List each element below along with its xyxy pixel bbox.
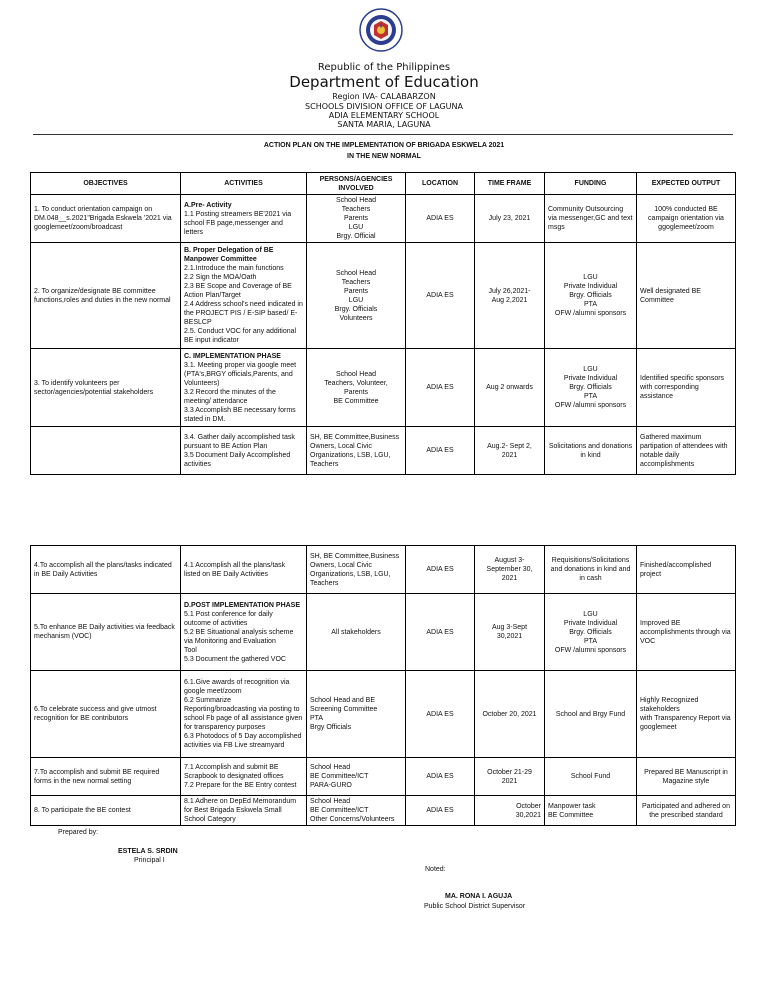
column-header: OBJECTIVES — [31, 173, 181, 195]
table-row — [31, 195, 736, 243]
table-row — [31, 796, 736, 826]
funding-cell: School Fund — [545, 758, 637, 796]
persons-cell: School Head BE Committee/ICT Other Concerns/Volunteers — [307, 796, 406, 826]
activity-cell: 4.1 Accomplish all the plans/task listed on BE Daily Activities — [181, 546, 307, 594]
output-cell: Highly Recognized stakeholders with Transparency Report via googlemeet — [637, 671, 736, 758]
title-line-2: IN THE NEW NORMAL — [347, 153, 421, 160]
action-plan-table-page-1 — [30, 172, 736, 475]
persons-cell: School Head Teachers Parents LGU Brgy. Officials Volunteers — [307, 243, 406, 349]
activity-heading: D.POST IMPLEMENTATION PHASE — [184, 601, 301, 609]
activity-heading: C. IMPLEMENTATION PHASE — [184, 352, 281, 360]
table-row — [31, 243, 736, 349]
table-row — [31, 546, 736, 594]
noted-by-title: Public School District Supervisor — [424, 903, 526, 910]
timeframe-cell: October 30,2021 — [475, 796, 545, 826]
persons-cell: School Head and BE Screening Committee PTA Brgy Officials — [307, 671, 406, 758]
location-cell: ADIA ES — [406, 796, 475, 826]
header-region: Region IVA- CALABARZON — [332, 92, 436, 101]
table-row — [31, 349, 736, 427]
funding-cell: Manpower task BE Committee — [545, 796, 637, 826]
column-header: EXPECTED OUTPUT — [637, 173, 736, 195]
header-divider — [33, 134, 733, 135]
output-cell: Well designated BE Committee — [637, 243, 736, 349]
timeframe-cell: October 20, 2021 — [475, 671, 545, 758]
prepared-by-label: Prepared by: — [58, 829, 99, 836]
activity-text: 1.1 Posting streamers BE'2021 via school FB page,messenger and letters — [184, 210, 292, 236]
location-cell: ADIA ES — [406, 243, 475, 349]
header-address: SANTA MARIA, LAGUNA — [337, 120, 431, 129]
funding-cell: Requisitions/Solicitations and donations in kind and in cash — [545, 546, 637, 594]
table-row — [31, 594, 736, 671]
timeframe-cell: Aug 2 onwards — [475, 349, 545, 427]
output-cell: Finished/accomplished project — [637, 546, 736, 594]
persons-cell: School Head BE Committee/ICT PARA-GURO — [307, 758, 406, 796]
funding-cell: School and Brgy Fund — [545, 671, 637, 758]
activity-cell — [181, 243, 307, 349]
prepared-by-name: ESTELA S. SRDIN — [118, 848, 178, 855]
output-cell: Gathered maximum partipation of attendees with notable daily accomplishments — [637, 427, 736, 475]
timeframe-cell: August 3- September 30, 2021 — [475, 546, 545, 594]
output-cell: Prepared BE Manuscript in Magazine style — [637, 758, 736, 796]
activity-cell: 7.1 Accomplish and submit BE Scrapbook to designated offices 7.2 Prepare for the BE Entry contest — [181, 758, 307, 796]
persons-cell: SH, BE Committee,Business Owners, Local Civic Organizations, LSB, LGU, Teachers — [307, 427, 406, 475]
location-cell: ADIA ES — [406, 195, 475, 243]
funding-cell: LGU Private Individual Brgy. Officials PTA OFW /alumni sponsors — [545, 349, 637, 427]
objective-cell: 6.To celebrate success and give utmost recognition for BE contributors — [31, 671, 181, 758]
header-republic: Republic of the Philippines — [317, 62, 451, 73]
activity-cell — [181, 349, 307, 427]
activity-text: 5.1 Post conference for daily outcome of activities 5.2 BE Situational analysis scheme via Monitoring and Evaluation Tool 5.3 Document the gathered VOC — [184, 610, 294, 663]
timeframe-cell: Aug 3-Sept 30,2021 — [475, 594, 545, 671]
column-header: ACTIVITIES — [181, 173, 307, 195]
activity-cell: 6.1.Give awards of recognition via google meet/zoom 6.2 Summarize Reporting/broadcasting via posting to school Fb page of all assistance given for transparency purposes 6.3 Photodocs of 5 Day accomplished activities via FB Live streamyard — [181, 671, 307, 758]
title-line-1: ACTION PLAN ON THE IMPLEMENTATION OF BRIGADA ESKWELA 2021 — [263, 142, 505, 149]
timeframe-cell: October 21-29 2021 — [475, 758, 545, 796]
column-header: LOCATION — [406, 173, 475, 195]
activity-heading: A.Pre- Activity — [184, 201, 232, 209]
funding-cell: LGU Private Individual Brgy. Officials PTA OFW /alumni sponsors — [545, 594, 637, 671]
location-cell: ADIA ES — [406, 671, 475, 758]
table-row — [31, 758, 736, 796]
objective-cell: 7.To accomplish and submit BE required forms in the new normal setting — [31, 758, 181, 796]
table-row — [31, 427, 736, 475]
objective-cell: 4.To accomplish all the plans/tasks indicated in BE Daily Activities — [31, 546, 181, 594]
activity-heading: B. Proper Delegation of BE Manpower Committee — [184, 247, 274, 263]
table-row — [31, 671, 736, 758]
objective-cell: 3. To identify volunteers per sector/agencies/potential stakeholders — [31, 349, 181, 427]
activity-cell: 3.4. Gather daily accomplished task pursuant to BE Action Plan 3.5 Document Daily Accomplished activities — [181, 427, 307, 475]
output-cell: Improved BE accomplishments through via VOC — [637, 594, 736, 671]
activity-cell — [181, 594, 307, 671]
objective-cell: 1. To conduct orientation campaign on DM.048__s.2021"Brigada Eskwela '2021 via googlemeet/zoom/broadcast — [31, 195, 181, 243]
column-header: FUNDING — [545, 173, 637, 195]
timeframe-cell: July 26,2021- Aug 2,2021 — [475, 243, 545, 349]
activity-text: 2.1.Introduce the main functions 2.2 Sign the MOA/Oath 2.3 BE Scope and Coverage of BE Action Plan/Target 2.4 Address school's need indicated in the PROJECT PIS / E-SIP based/ E-BESLCP 2.5. Conduct VOC for any additional BE input indicator — [184, 265, 303, 344]
location-cell: ADIA ES — [406, 546, 475, 594]
header-department: Department of Education — [289, 73, 479, 91]
location-cell: ADIA ES — [406, 349, 475, 427]
output-cell: Identified specific sponsors with corresponding assistance — [637, 349, 736, 427]
activity-text: 3.1. Meeting proper via google meet (PTA's,BRGY officials,Parents, and Volunteers) 3.2 Record the minutes of the meeting/ attendance 3.3 Accomplish BE necessary forms stated in DM. — [184, 361, 297, 423]
deped-seal-logo — [359, 8, 403, 52]
output-cell: Participated and adhered on the prescribed standard — [637, 796, 736, 826]
persons-cell: SH, BE Committee,Business Owners, Local Civic Organizations, LSB, LGU, Teachers — [307, 546, 406, 594]
output-cell: 100% conducted BE campaign orientation via ggoglemeet/zoom — [637, 195, 736, 243]
objective-cell: 8. To participate the BE contest — [31, 796, 181, 826]
objective-cell — [31, 427, 181, 475]
header-division: SCHOOLS DIVISION OFFICE OF LAGUNA — [305, 102, 463, 111]
timeframe-cell: July 23, 2021 — [475, 195, 545, 243]
persons-cell: All stakeholders — [307, 594, 406, 671]
activity-cell — [181, 195, 307, 243]
location-cell: ADIA ES — [406, 758, 475, 796]
persons-cell: School Head Teachers, Volunteer, Parents BE Committee — [307, 349, 406, 427]
persons-cell: School Head Teachers Parents LGU Brgy. Official — [307, 195, 406, 243]
objective-cell: 2. To organize/designate BE committee functions,roles and duties in the new normal — [31, 243, 181, 349]
objective-cell: 5.To enhance BE Daily activities via feedback mechanism (VOC) — [31, 594, 181, 671]
noted-by-name: MA. RONA I. AGUJA — [445, 893, 513, 900]
column-header: TIME FRAME — [475, 173, 545, 195]
funding-cell: Community Outsourcing via messenger,GC and text msgs — [545, 195, 637, 243]
table-header-row — [31, 173, 736, 195]
noted-label: Noted: — [425, 866, 446, 873]
column-header: PERSONS/AGENCIES INVOLVED — [307, 173, 406, 195]
prepared-by-title: Principal I — [134, 857, 165, 864]
location-cell: ADIA ES — [406, 427, 475, 475]
activity-cell: 8.1 Adhere on DepEd Memorandum for Best Brigada Eskwela Small School Category — [181, 796, 307, 826]
location-cell: ADIA ES — [406, 594, 475, 671]
funding-cell: Solicitations and donations in kind — [545, 427, 637, 475]
header-school: ADIA ELEMENTARY SCHOOL — [328, 111, 440, 120]
timeframe-cell: Aug.2- Sept 2, 2021 — [475, 427, 545, 475]
action-plan-table-page-2 — [30, 545, 736, 826]
funding-cell: LGU Private Individual Brgy. Officials PTA OFW /alumni sponsors — [545, 243, 637, 349]
